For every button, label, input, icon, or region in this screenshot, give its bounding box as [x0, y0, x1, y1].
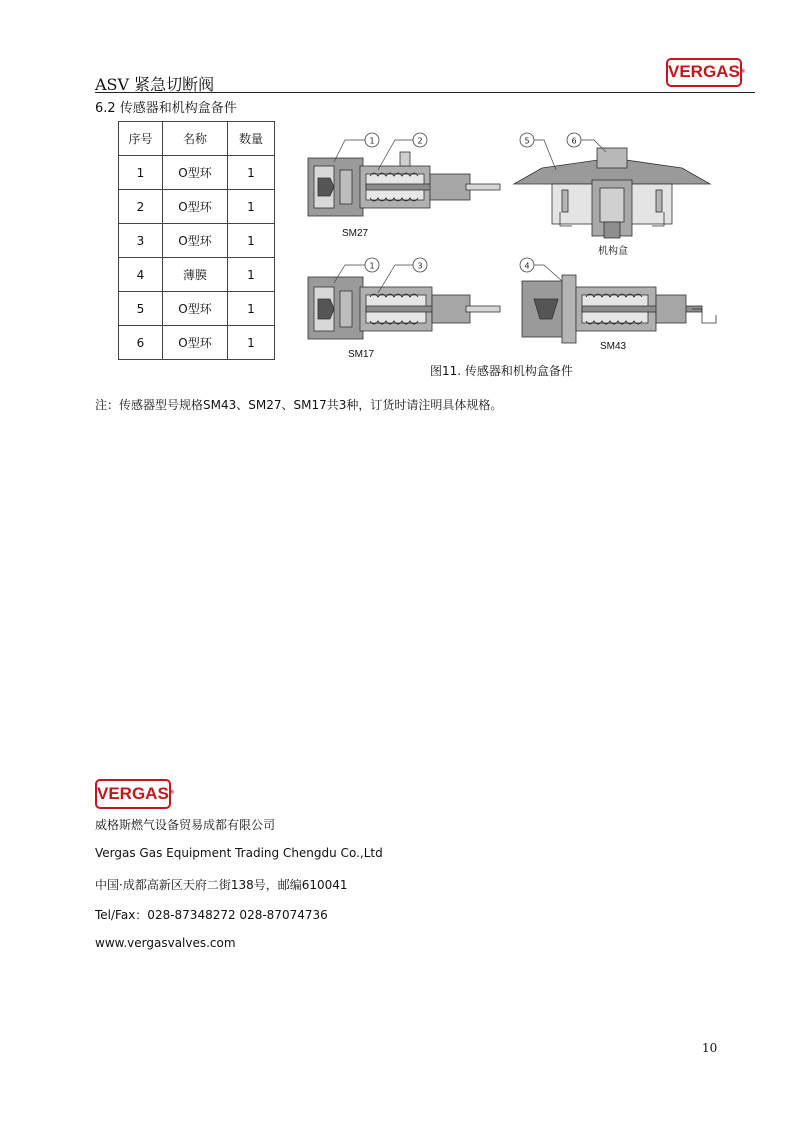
sm17-label: SM17	[348, 349, 375, 360]
vergas-logo	[666, 58, 746, 87]
section-heading: 6.2 传感器和机构盒备件	[95, 101, 237, 116]
table-row	[119, 224, 275, 258]
company-address: 中国·成都高新区天府二街138号，邮编610041	[95, 878, 348, 892]
sm43-sensor-drawing	[512, 255, 722, 355]
logo-text: VERGAS	[668, 62, 740, 81]
mechanism-box-drawing	[512, 130, 717, 260]
company-tel-fax: Tel/Fax：028-87348272 028-87074736	[95, 908, 328, 922]
page-number: 10	[702, 1041, 718, 1055]
callout-6: 6	[571, 136, 577, 146]
footer-logo-text: VERGAS	[97, 784, 169, 803]
sm17-sensor-drawing	[300, 255, 505, 367]
sm27-label: SM27	[342, 228, 369, 239]
callout-4: 4	[524, 261, 530, 271]
ordering-note: 注：传感器型号规格SM43、SM27、SM17共3种，订货时请注明具体规格。	[95, 398, 503, 412]
table-row	[119, 258, 275, 292]
company-name-en: Vergas Gas Equipment Trading Chengdu Co.,Ltd	[95, 846, 383, 860]
table-header-row	[119, 122, 275, 156]
company-website[interactable]: www.vergasvalves.com	[95, 936, 236, 950]
table-row	[119, 292, 275, 326]
header-name: 名称	[163, 122, 228, 156]
cell-name: O型环	[163, 224, 228, 258]
cell-seq: 2	[119, 190, 163, 224]
cell-name: O型环	[163, 156, 228, 190]
header-qty: 数量	[228, 122, 275, 156]
cell-qty: 1	[228, 258, 275, 292]
cell-seq: 6	[119, 326, 163, 360]
table-row	[119, 156, 275, 190]
callout-2: 2	[417, 136, 423, 146]
spare-parts-table	[118, 121, 275, 360]
sm27-sensor-drawing	[300, 130, 505, 242]
callout-3: 3	[417, 261, 423, 271]
cell-name: 薄膜	[163, 258, 228, 292]
cell-qty: 1	[228, 190, 275, 224]
cell-qty: 1	[228, 292, 275, 326]
cell-qty: 1	[228, 156, 275, 190]
cell-seq: 5	[119, 292, 163, 326]
cell-name: O型环	[163, 190, 228, 224]
callout-5: 5	[524, 136, 530, 146]
document-title: ASV 紧急切断阀	[95, 75, 215, 94]
cell-name: O型环	[163, 292, 228, 326]
cell-name: O型环	[163, 326, 228, 360]
table-row	[119, 326, 275, 360]
callout-1: 1	[369, 136, 375, 146]
table-row	[119, 190, 275, 224]
footer-registered-mark: ®	[169, 790, 175, 796]
cell-seq: 3	[119, 224, 163, 258]
header-divider	[95, 92, 755, 93]
cell-seq: 1	[119, 156, 163, 190]
callout-1: 1	[369, 261, 375, 271]
footer-vergas-logo	[95, 779, 175, 809]
cell-qty: 1	[228, 224, 275, 258]
sm43-label: SM43	[600, 341, 627, 352]
cell-seq: 4	[119, 258, 163, 292]
registered-mark: ®	[740, 69, 746, 75]
header-seq: 序号	[119, 122, 163, 156]
company-name-cn: 威格斯燃气设备贸易成都有限公司	[95, 818, 276, 832]
cell-qty: 1	[228, 326, 275, 360]
figure-caption: 图11. 传感器和机构盒备件	[430, 364, 573, 378]
mechanism-box-label: 机构盒	[598, 246, 628, 257]
